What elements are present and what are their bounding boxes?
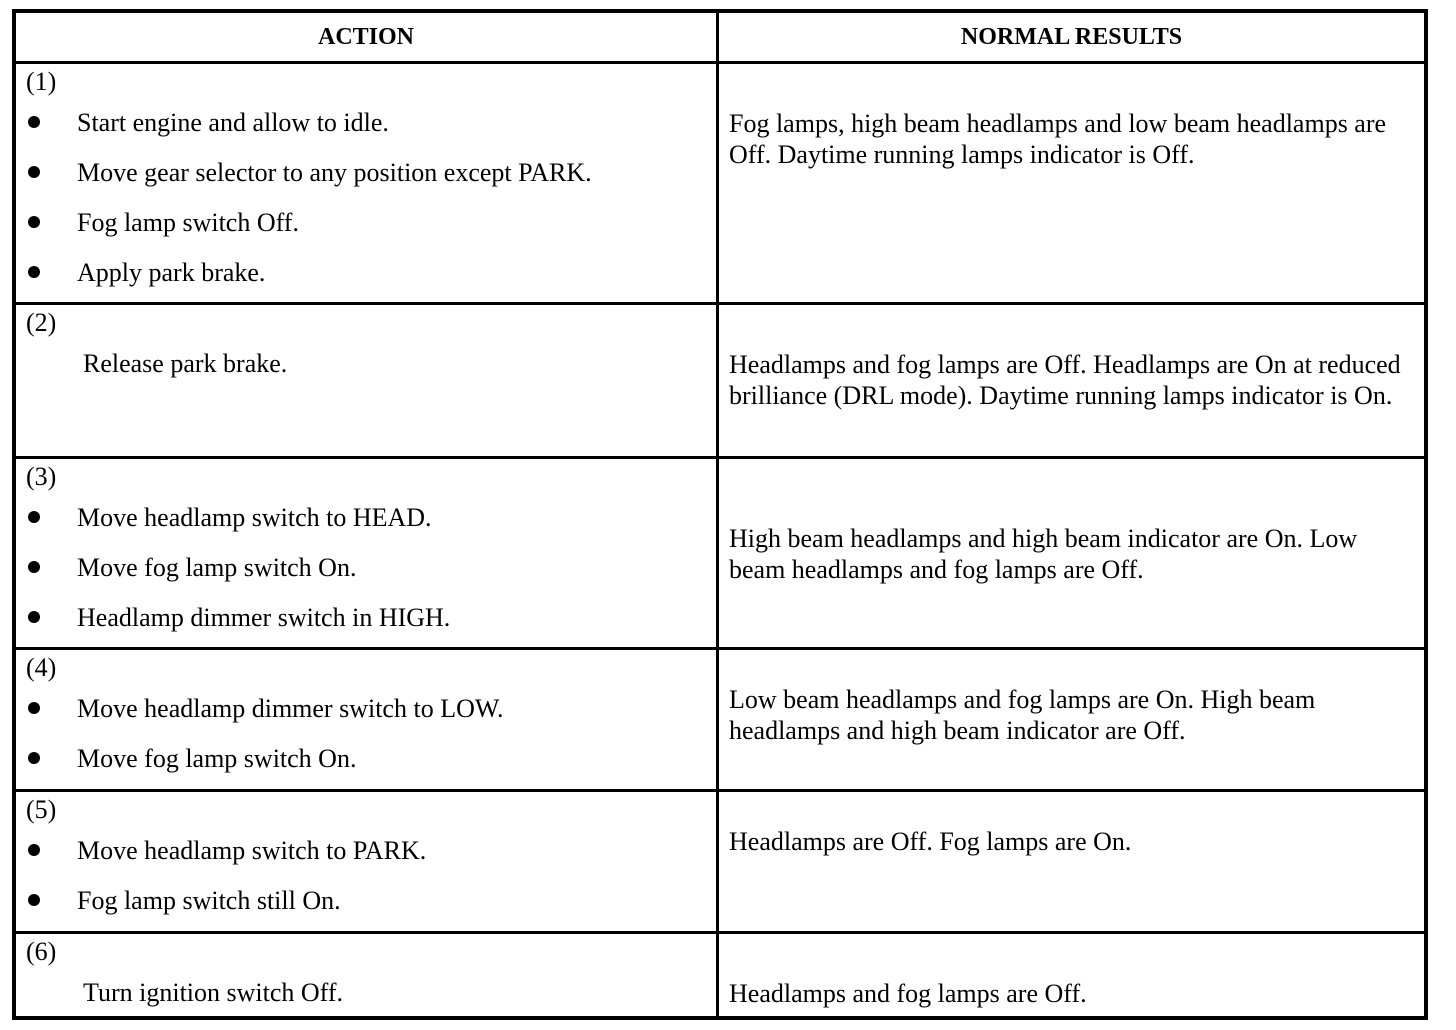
step-number: (4) <box>26 653 57 682</box>
action-text: Headlamp dimmer switch in HIGH. <box>77 603 451 632</box>
action-text: Move fog lamp switch On. <box>77 744 357 773</box>
action-text: Fog lamp switch Off. <box>77 208 299 237</box>
action-item <box>16 744 716 789</box>
action-text: Start engine and allow to idle. <box>77 108 389 137</box>
action-item <box>16 108 716 158</box>
bullet-icon <box>28 266 40 278</box>
step-number: (1) <box>26 67 57 96</box>
result-cell-step-1 <box>719 61 1424 302</box>
action-text: Move headlamp switch to PARK. <box>77 836 427 865</box>
action-item <box>16 603 716 647</box>
column-header-normal-results: NORMAL RESULTS <box>960 23 1183 50</box>
action-cell-step-1 <box>16 61 719 302</box>
bullet-icon <box>28 116 40 128</box>
bullet-icon <box>28 561 40 573</box>
action-cell-step-5 <box>16 789 719 931</box>
action-item <box>16 503 716 553</box>
result-cell-step-3 <box>719 456 1424 647</box>
step-number: (3) <box>26 462 57 491</box>
action-cell-step-2 <box>16 302 719 456</box>
result-text: Headlamps and fog lamps are Off. Headlamps are On at reduced brilliance (DRL mode). Daytime running lamps indicator is On. <box>729 350 1401 410</box>
action-text: Release park brake. <box>83 349 288 378</box>
result-cell-step-6 <box>719 931 1424 1016</box>
result-text: Headlamps and fog lamps are Off. <box>729 979 1087 1008</box>
result-text: Low beam headlamps and fog lamps are On. High beam headlamps and high beam indicator are Off. <box>729 685 1316 745</box>
action-cell-step-3 <box>16 456 719 647</box>
action-results-table <box>12 9 1428 1020</box>
bullet-icon <box>28 844 40 856</box>
result-text: Headlamps are Off. Fog lamps are On. <box>729 827 1132 856</box>
step-number: (6) <box>26 937 57 966</box>
action-list <box>16 108 716 302</box>
bullet-icon <box>28 611 40 623</box>
action-list <box>16 836 716 931</box>
action-text: Move fog lamp switch On. <box>77 553 357 582</box>
result-cell-step-2 <box>719 302 1424 456</box>
result-text: Fog lamps, high beam headlamps and low beam headlamps are Off. Daytime running lamps indicator is Off. <box>729 109 1387 169</box>
result-text: High beam headlamps and high beam indicator are On. Low beam headlamps and fog lamps are Off. <box>729 524 1358 584</box>
action-text: Fog lamp switch still On. <box>77 886 341 915</box>
result-cell-step-4 <box>719 647 1424 789</box>
action-item <box>16 208 716 258</box>
action-item <box>16 553 716 603</box>
bullet-icon <box>28 511 40 523</box>
step-number: (5) <box>26 795 57 824</box>
action-text: Move headlamp switch to HEAD. <box>77 503 432 532</box>
column-header-action: ACTION <box>16 13 719 61</box>
action-list <box>16 694 716 789</box>
action-text: Turn ignition switch Off. <box>83 978 344 1007</box>
action-item <box>16 694 716 744</box>
action-cell-step-4 <box>16 647 719 789</box>
step-number: (2) <box>26 308 57 337</box>
action-text: Move gear selector to any position except PARK. <box>77 158 592 187</box>
action-item <box>16 836 716 886</box>
action-list <box>16 503 716 647</box>
bullet-icon <box>28 894 40 906</box>
result-cell-step-5 <box>719 789 1424 931</box>
bullet-icon <box>28 166 40 178</box>
action-cell-step-6 <box>16 931 719 1016</box>
action-item <box>16 886 716 931</box>
action-text: Move headlamp dimmer switch to LOW. <box>77 694 504 723</box>
bullet-icon <box>28 216 40 228</box>
action-text: Apply park brake. <box>77 258 266 287</box>
action-item <box>16 258 716 302</box>
action-item <box>16 158 716 208</box>
bullet-icon <box>28 752 40 764</box>
bullet-icon <box>28 702 40 714</box>
